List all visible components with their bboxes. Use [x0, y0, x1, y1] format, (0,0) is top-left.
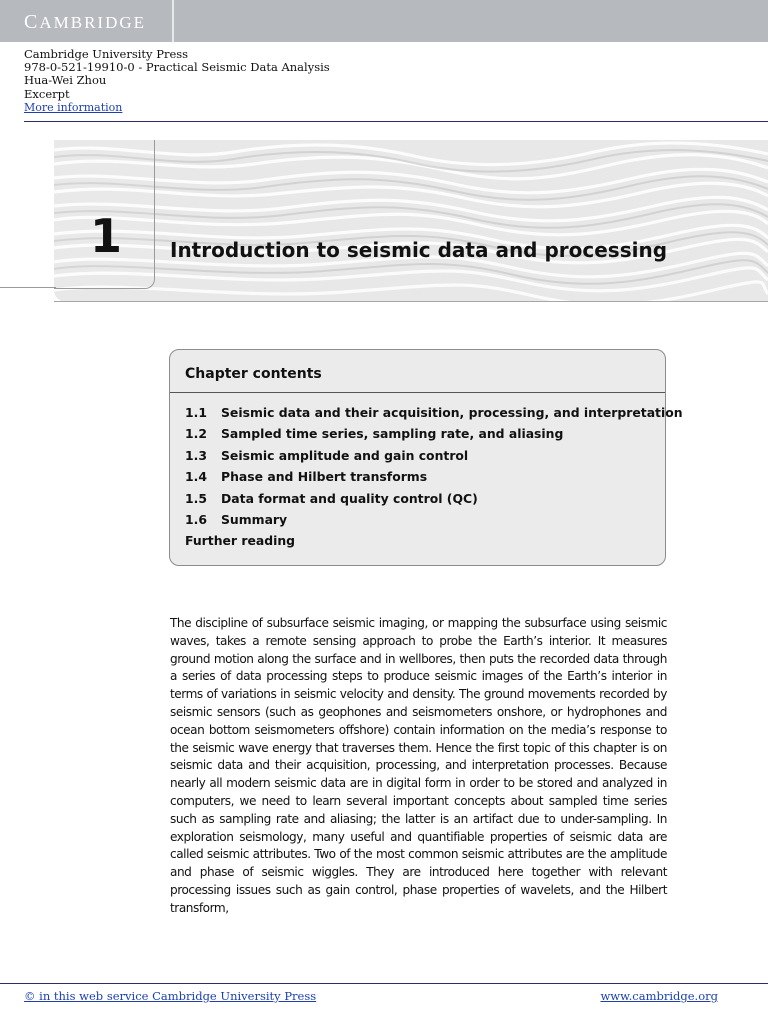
contents-item-number: 1.2 — [185, 426, 207, 442]
contents-item-label: Seismic amplitude and gain control — [221, 447, 469, 463]
contents-item-label: Seismic data and their acquisition, processing, and interpretation — [221, 405, 683, 420]
chapter-contents-list — [185, 405, 683, 555]
contents-item-label: Phase and Hilbert transforms — [221, 469, 428, 485]
contents-item-number: 1.6 — [185, 511, 207, 527]
meta-divider — [24, 121, 768, 122]
header-banner — [0, 0, 768, 42]
chapter-header-left-rule — [0, 287, 56, 288]
copyright-link[interactable]: © in this web service Cambridge University Press — [24, 989, 317, 1003]
publisher-logo-box — [0, 0, 174, 42]
wave-texture-graphic — [54, 140, 768, 302]
publisher-name: Cambridge University Press — [24, 47, 189, 61]
contents-item-label: Sampled time series, sampling rate, and aliasing — [221, 426, 564, 442]
contents-item-1-4[interactable] — [185, 469, 655, 490]
footer-divider — [0, 983, 768, 984]
author-name: Hua-Wei Zhou — [24, 73, 107, 88]
chapter-header-texture — [54, 140, 768, 302]
contents-item-1-6[interactable] — [185, 512, 655, 533]
excerpt-label: Excerpt — [24, 86, 70, 101]
website-link[interactable]: www.cambridge.org — [600, 989, 718, 1003]
contents-item-number: 1.4 — [185, 469, 207, 485]
more-information-link[interactable]: More information — [24, 100, 123, 114]
contents-item-label: Summary — [221, 511, 288, 527]
isbn-title: 978-0-521-19910-0 - Practical Seismic Data Analysis — [24, 60, 330, 75]
contents-item-1-2[interactable] — [185, 426, 655, 447]
contents-item-number: 1.1 — [185, 405, 207, 420]
chapter-title: Introduction to seismic data and processing — [170, 238, 668, 262]
chapter-contents-box — [169, 349, 683, 566]
contents-item-label: Data format and quality control (QC) — [221, 490, 478, 506]
contents-item-1-1[interactable] — [185, 405, 683, 426]
contents-item-further-reading[interactable]: Further reading — [185, 533, 296, 549]
chapter-number: 1 — [90, 209, 123, 263]
chapter-contents-divider — [170, 392, 665, 393]
chapter-contents-heading: Chapter contents — [185, 366, 322, 382]
book-meta — [24, 48, 330, 114]
cambridge-logo[interactable]: CAMBRIDGE — [24, 11, 147, 33]
contents-item-1-5[interactable] — [185, 491, 655, 512]
chapter-header-bottom-rule — [54, 301, 768, 302]
contents-item-1-3[interactable] — [185, 448, 655, 469]
contents-item-number: 1.5 — [185, 490, 207, 506]
body-paragraph: The discipline of subsurface seismic imaging, or mapping the subsurface using seismic waves, takes a remote sensing approach to probe the Earth’s interior. It measures ground motion along the surface and in wellbores, then puts the recorded data through a series of data processing steps to produce seismic images of the Earth’s interior in terms of variations in seismic velocity and density. The ground movements recorded by seismic sensors (such as geophones and seismometers onshore, or hydrophones and ocean bottom seismometers offshore) contain information on the media’s response to the seismic wave energy that traverses them. Hence the first topic of this chapter is on seismic data and their acquisition, processing, and interpretation processes. Because nearly all modern seismic data are in digital form in order to be stored and analyzed in computers, we need to learn several important concepts about sampled time series such as sampling rate and aliasing; the latter is an artifact due to under-sampling. In exploration seismology, many useful and quantifiable properties of seismic data are called seismic attributes. Two of the most common seismic attributes are the amplitude and phase of seismic wiggles. They are introduced here together with relevant processing issues such as gain control, phase properties of wavelets, and the Hilbert transform, — [170, 616, 667, 915]
contents-item-number: 1.3 — [185, 447, 207, 463]
chapter-header — [0, 140, 768, 302]
